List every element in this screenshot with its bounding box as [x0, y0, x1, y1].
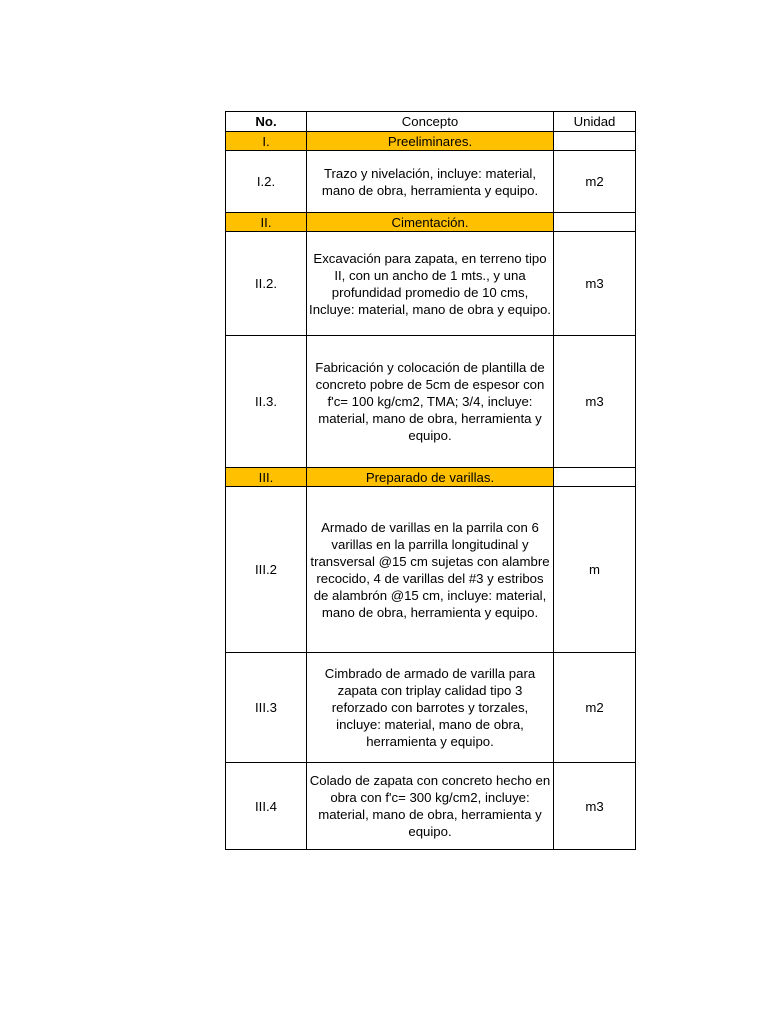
table-row: [226, 763, 636, 850]
item-no: III.3: [226, 653, 307, 763]
header-concepto: Concepto: [307, 112, 554, 132]
header-unidad: Unidad: [554, 112, 636, 132]
item-concepto: Colado de zapata con concreto hecho en obra con f'c= 300 kg/cm2, incluye: material, mano de obra, herramienta y equipo.: [307, 763, 554, 850]
item-unidad: m2: [554, 151, 636, 213]
item-unidad: m3: [554, 763, 636, 850]
section-spacer: [554, 132, 636, 151]
section-row-varillas: [226, 468, 636, 487]
table-row: [226, 653, 636, 763]
item-concepto: Fabricación y colocación de plantilla de concreto pobre de 5cm de espesor con f'c= 100 kg/cm2, TMA; 3/4, incluye: material, mano de obra, herramienta y equipo.: [307, 336, 554, 468]
section-no: I.: [226, 132, 307, 151]
section-title: Cimentación.: [307, 213, 554, 232]
section-row-cimentacion: [226, 213, 636, 232]
item-concepto: Cimbrado de armado de varilla para zapata con triplay calidad tipo 3 reforzado con barrotes y torzales, incluye: material, mano de obra, herramienta y equipo.: [307, 653, 554, 763]
item-unidad: m: [554, 487, 636, 653]
item-unidad: m3: [554, 336, 636, 468]
item-no: II.3.: [226, 336, 307, 468]
section-spacer: [554, 213, 636, 232]
table-row: [226, 336, 636, 468]
table-row: [226, 487, 636, 653]
item-unidad: m3: [554, 232, 636, 336]
section-title: Preeliminares.: [307, 132, 554, 151]
item-concepto: Trazo y nivelación, incluye: material, mano de obra, herramienta y equipo.: [307, 151, 554, 213]
item-no: III.4: [226, 763, 307, 850]
section-row-preliminares: [226, 132, 636, 151]
header-no: No.: [226, 112, 307, 132]
table-row: [226, 232, 636, 336]
section-no: III.: [226, 468, 307, 487]
item-concepto: Armado de varillas en la parrila con 6 varillas en la parrilla longitudinal y transversal @15 cm sujetas con alambre recocido, 4 de varillas del #3 y estribos de alambrón @15 cm, incluye: material, mano de obra, herramienta y equipo.: [307, 487, 554, 653]
item-concepto: Excavación para zapata, en terreno tipo II, con un ancho de 1 mts., y una profundidad promedio de 10 cms, Incluye: material, mano de obra y equipo.: [307, 232, 554, 336]
item-unidad: m2: [554, 653, 636, 763]
header-row: [226, 112, 636, 132]
item-no: III.2: [226, 487, 307, 653]
budget-table: [225, 111, 636, 850]
section-spacer: [554, 468, 636, 487]
section-no: II.: [226, 213, 307, 232]
section-title: Preparado de varillas.: [307, 468, 554, 487]
table-row: [226, 151, 636, 213]
item-no: II.2.: [226, 232, 307, 336]
item-no: I.2.: [226, 151, 307, 213]
